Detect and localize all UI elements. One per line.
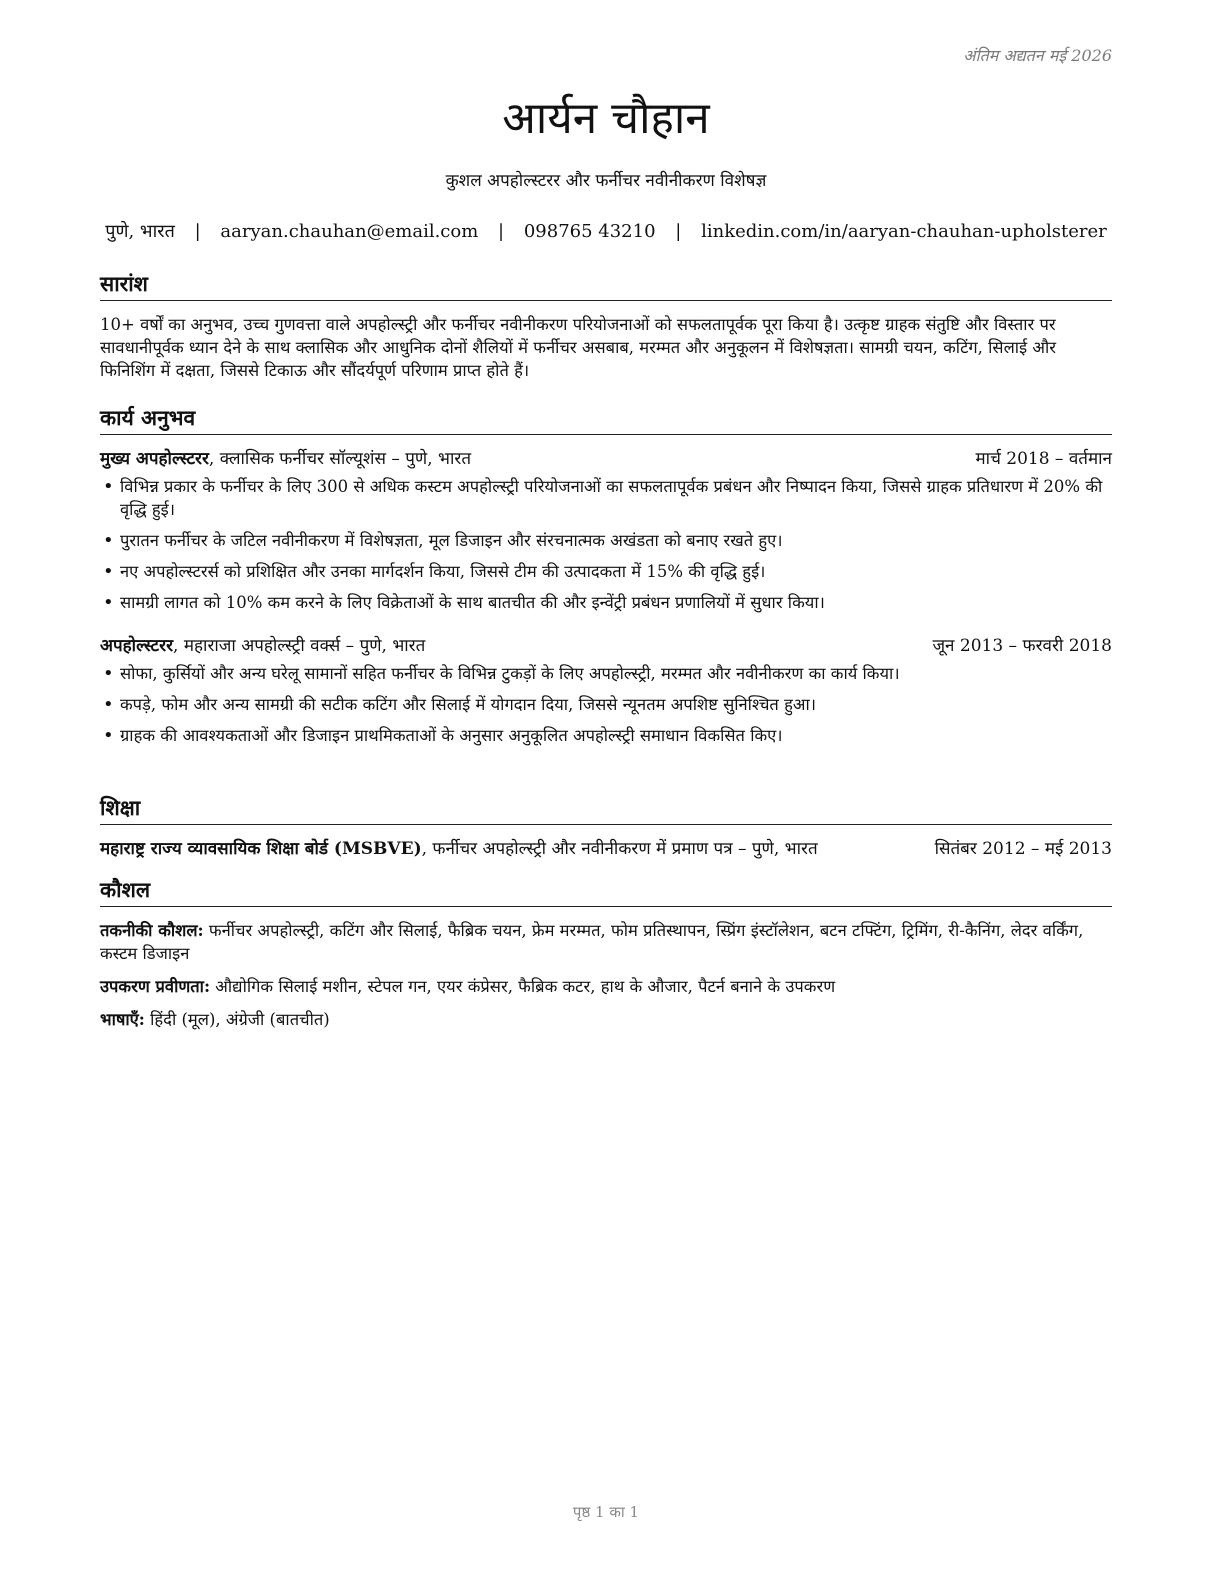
- job-bullet: • पुरातन फर्नीचर के जटिल नवीनीकरण में विशेषज्ञता, मूल डिजाइन और संरचनात्मक अखंडता को बनाए रखते हुए।: [100, 529, 1112, 552]
- job-title-line: [100, 447, 471, 471]
- summary-heading: सारांश: [100, 270, 1112, 301]
- job-bullets: [100, 475, 1112, 614]
- skill-label: उपकरण प्रवीणता:: [100, 977, 211, 996]
- skill-line-languages: [100, 1008, 1112, 1031]
- contact-line: [100, 219, 1112, 243]
- job-bullet: • सोफा, कुर्सियों और अन्य घरेलू सामानों सहित फर्नीचर के विभिन्न टुकड़ों के लिए अपहोल्स्ट्री, मरम्मत और नवीनीकरण का कार्य किया।: [100, 662, 1112, 685]
- skills-section: [100, 876, 1112, 1041]
- skill-label: भाषाएँ:: [100, 1010, 145, 1029]
- education-dates: सितंबर 2012 – मई 2013: [934, 839, 1112, 859]
- skill-text: हिंदी (मूल), अंग्रेजी (बातचीत): [144, 1010, 330, 1029]
- summary-section: [100, 270, 1112, 382]
- contact-phone[interactable]: 098765 43210: [523, 221, 656, 242]
- job-role: मुख्य अपहोल्स्टरर: [100, 449, 209, 469]
- job-bullet: • विभिन्न प्रकार के फर्नीचर के लिए 300 से अधिक कस्टम अपहोल्स्ट्री परियोजनाओं का सफलतापूर्वक प्रबंधन और निष्पादन किया, जिससे ग्राहक प्रतिधारण में 20% की वृद्धि हुई।: [100, 475, 1112, 521]
- contact-separator: |: [194, 221, 201, 242]
- page-number: पृष्ठ 1 का 1: [572, 1503, 640, 1521]
- education-heading: शिक्षा: [100, 794, 1112, 825]
- education-section: [100, 794, 1112, 861]
- contact-separator: |: [675, 221, 682, 242]
- job-dates: मार्च 2018 – वर्तमान: [975, 449, 1112, 469]
- job-bullet: • कपड़े, फोम और अन्य सामग्री की सटीक कटिंग और सिलाई में योगदान दिया, जिससे न्यूनतम अपशिष्ट सुनिश्चित हुआ।: [100, 693, 1112, 716]
- summary-text: 10+ वर्षों का अनुभव, उच्च गुणवत्ता वाले अपहोल्स्ट्री और फर्नीचर नवीनीकरण परियोजनाओं को सफलतापूर्वक पूरा किया है। उत्कृष्ट ग्राहक संतुष्टि और विस्तार पर सावधानीपूर्वक ध्यान देने के साथ क्लासिक और आधुनिक दोनों शैलियों में फर्नीचर असबाब, मरम्मत और अनुकूलन में विशेषज्ञता। सामग्री चयन, कटिंग, सिलाई और फिनिशिंग में दक्षता, जिससे टिकाऊ और सौंदर्यपूर्ण परिणाम प्राप्त होते हैं।: [100, 315, 1057, 380]
- skills-list: [100, 919, 1112, 1031]
- contact-separator: |: [498, 221, 505, 242]
- contact-location: पुणे, भारत: [105, 221, 175, 242]
- education-entry: [100, 837, 1112, 861]
- resume-page: [100, 0, 1112, 1584]
- job-role: अपहोल्स्टरर: [100, 636, 174, 656]
- job-entry: [100, 447, 1112, 614]
- skill-label: तकनीकी कौशल:: [100, 921, 204, 940]
- last-updated: अंतिम अद्यतन मई 2026: [963, 46, 1112, 65]
- job-title-line: [100, 634, 425, 658]
- skill-text: औद्योगिक सिलाई मशीन, स्टेपल गन, एयर कंप्रेसर, फैब्रिक कटर, हाथ के औजार, पैटर्न बनाने के उपकरण: [210, 977, 836, 996]
- job-company: , क्लासिक फर्नीचर सॉल्यूशंस – पुणे, भारत: [208, 449, 472, 469]
- job-bullet: • ग्राहक की आवश्यकताओं और डिजाइन प्राथमिकताओं के अनुसार अनुकूलित अपहोल्स्ट्री समाधान विकसित किए।: [100, 724, 1112, 747]
- job-bullet: • नए अपहोल्स्टरर्स को प्रशिक्षित और उनका मार्गदर्शन किया, जिससे टीम की उत्पादकता में 15% की वृद्धि हुई।: [100, 560, 1112, 583]
- skill-line-tools: [100, 975, 1112, 998]
- candidate-tagline: कुशल अपहोल्स्टरर और फर्नीचर नवीनीकरण विशेषज्ञ: [445, 171, 767, 191]
- candidate-name: आर्यन चौहान: [502, 93, 710, 144]
- education-line: [100, 837, 818, 861]
- contact-email[interactable]: aaryan.chauhan@email.com: [220, 221, 479, 242]
- job-bullet: • सामग्री लागत को 10% कम करने के लिए विक्रेताओं के साथ बातचीत की और इन्वेंट्री प्रबंधन प्रणालियों में सुधार किया।: [100, 591, 1112, 614]
- skills-heading: कौशल: [100, 876, 1112, 907]
- job-bullets: [100, 662, 1112, 747]
- experience-heading: कार्य अनुभव: [100, 404, 1112, 435]
- job-entry: [100, 634, 1112, 747]
- contact-linkedin[interactable]: linkedin.com/in/aaryan-chauhan-upholsterer: [701, 221, 1107, 242]
- job-company: , महाराजा अपहोल्स्ट्री वर्क्स – पुणे, भारत: [173, 636, 426, 656]
- experience-section: [100, 404, 1112, 755]
- skill-line-technical: [100, 919, 1112, 965]
- job-dates: जून 2013 – फरवरी 2018: [932, 636, 1112, 656]
- education-detail: , फर्नीचर अपहोल्स्ट्री और नवीनीकरण में प्रमाण पत्र – पुणे, भारत: [421, 839, 818, 859]
- job-header: [100, 447, 1112, 471]
- job-header: [100, 634, 1112, 658]
- education-institution: महाराष्ट्र राज्य व्यावसायिक शिक्षा बोर्ड (MSBVE): [100, 839, 422, 859]
- skill-text: फर्नीचर अपहोल्स्ट्री, कटिंग और सिलाई, फैब्रिक चयन, फ्रेम मरम्मत, फोम प्रतिस्थापन, स्प्रिंग इंस्टॉलेशन, बटन टफ्टिंग, ट्रिमिंग, री-कैनिंग, लेदर वर्किंग, कस्टम डिजाइन: [100, 921, 1084, 963]
